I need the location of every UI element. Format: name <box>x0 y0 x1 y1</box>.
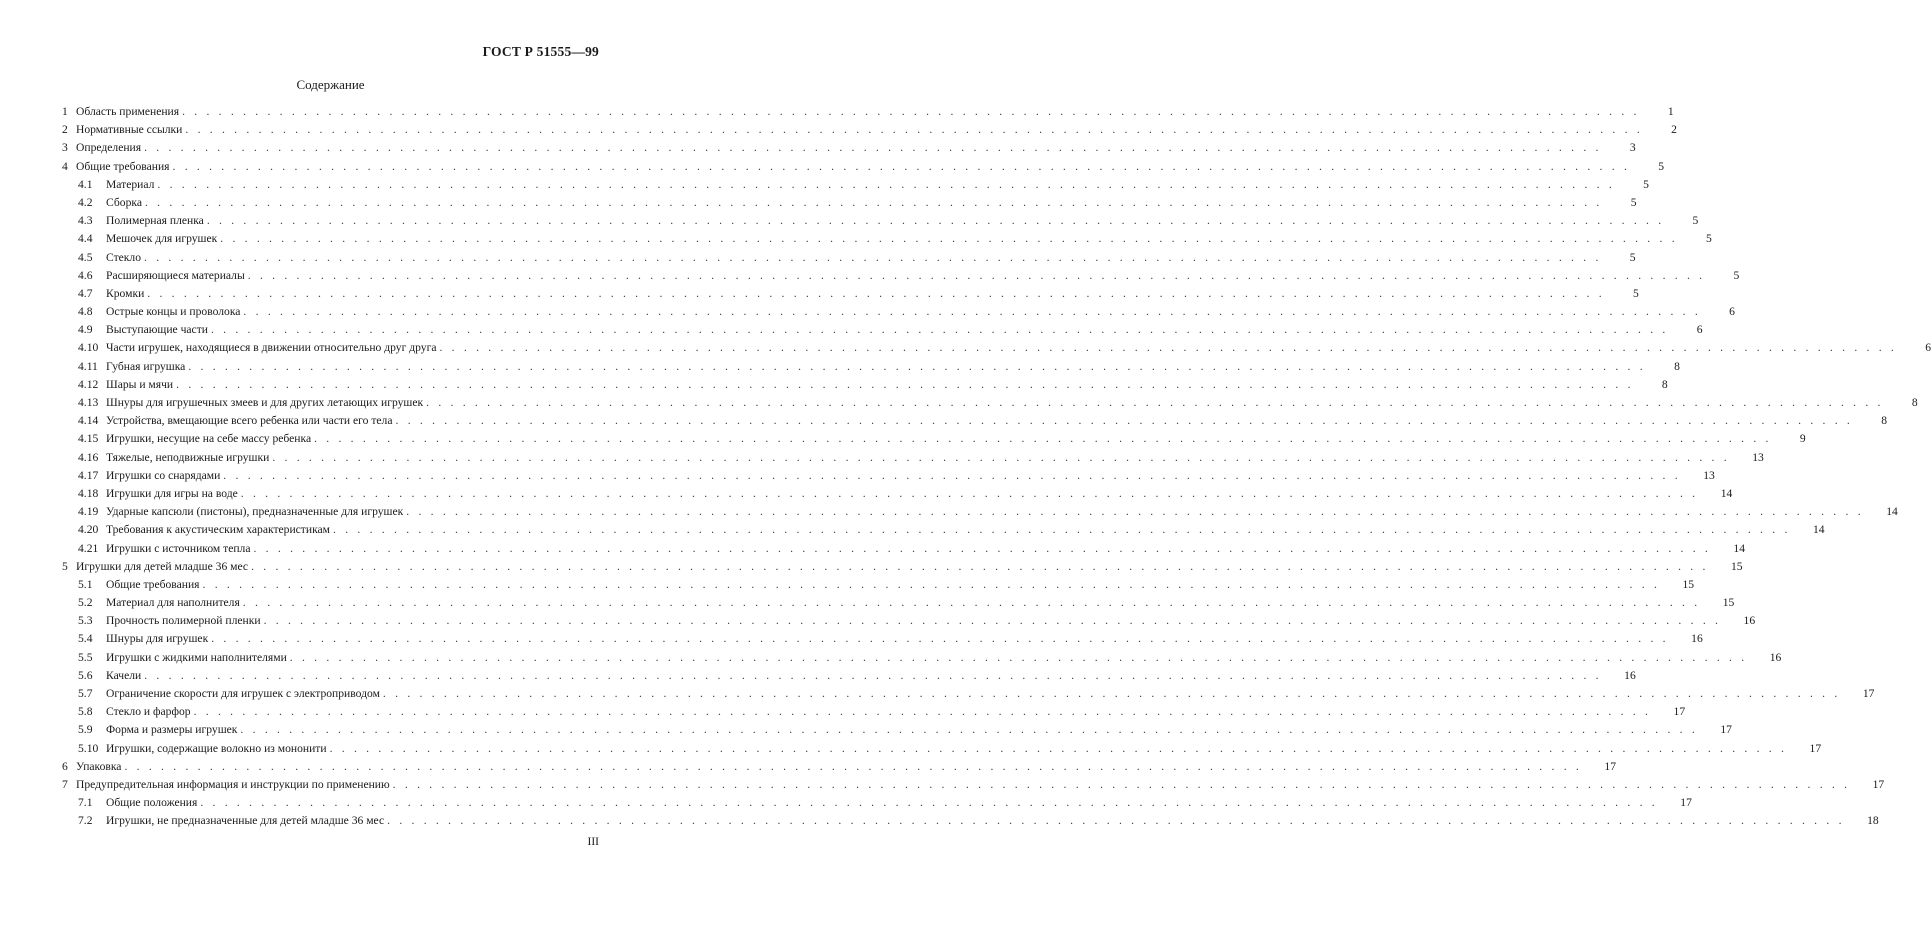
toc-entry-title: Требования к акустическим характеристикам <box>106 523 331 537</box>
toc-entry-number: 5.7 <box>78 687 93 700</box>
toc-entry-number: 4.16 <box>78 450 99 464</box>
toc-entry-title: Определения <box>76 141 142 155</box>
toc-leader-dots: . . . . . . . . . . . . . . . . . . . . . . . . . . . . . . . . . . . . . . . . . . . . . . . . . . . . . . . . . . . . . . . . . . . . . . . . . . . . . . . . . . . . . . . . . . . . . . . . . . . . . . . . . . . . . . . . . . . . . . . . <box>240 486 1699 500</box>
toc-entry-page: 16 <box>1624 668 1636 682</box>
toc-leader-dots: . . . . . . . . . . . . . . . . . . . . . . . . . . . . . . . . . . . . . . . . . . . . . . . . . . . . . . . . . . . . . . . . . . . . . . . . . . . . . . . . . . . . . . . . . . . . . . . . . . . . . . . . . . . . . . . . . . . . . . . . <box>289 650 1748 664</box>
toc-entry-title: Материал <box>106 177 155 191</box>
toc-leader-dots: . . . . . . . . . . . . . . . . . . . . . . . . . . . . . . . . . . . . . . . . . . . . . . . . . . . . . . . . . . . . . . . . . . . . . . . . . . . . . . . . . . . . . . . . . . . . . . . . . . . . . . . . . . . . . . . . . . . . . . . . <box>251 559 1709 573</box>
toc-entry-number: 6 <box>62 759 68 773</box>
toc-leader-dots: . . . . . . . . . . . . . . . . . . . . . . . . . . . . . . . . . . . . . . . . . . . . . . . . . . . . . . . . . . . . . . . . . . . . . . . . . . . . . . . . . . . . . . . . . . . . . . . . . . . . . . . . . . . . . . . . . . . . . . . . <box>200 796 1658 810</box>
toc-entry <box>62 740 1822 758</box>
toc-leader-dots: . . . . . . . . . . . . . . . . . . . . . . . . . . . . . . . . . . . . . . . . . . . . . . . . . . . . . . . . . . . . . . . . . . . . . . . . . . . . . . . . . . . . . . . . . . . . . . . . . . . . . . . . . . . . . . . . . . . . . . . . <box>439 341 1898 355</box>
toc-leader-dots: . . . . . . . . . . . . . . . . . . . . . . . . . . . . . . . . . . . . . . . . . . . . . . . . . . . . . . . . . . . . . . . . . . . . . . . . . . . . . . . . . . . . . . . . . . . . . . . . . . . . . . . . . . . . . . . . . . . . . . . . <box>176 377 1634 391</box>
toc-entry <box>62 394 1918 412</box>
toc-entry-title: Полимерная пленка <box>106 214 204 228</box>
toc-entry <box>62 321 1703 339</box>
toc-entry <box>62 721 1732 739</box>
toc-entry-page: 5 <box>1692 214 1699 228</box>
toc-entry-page: 15 <box>1722 596 1735 610</box>
toc-entry-number: 5.8 <box>78 705 93 719</box>
toc-entry-title: Игрушки, несущие на себе массу ребенка <box>106 432 312 446</box>
toc-leader-dots: . . . . . . . . . . . . . . . . . . . . . . . . . . . . . . . . . . . . . . . . . . . . . . . . . . . . . . . . . . . . . . . . . . . . . . . . . . . . . . . . . . . . . . . . . . . . . . . . . . . . . . . . . . . . . . . . . . . . . . . . <box>272 450 1730 464</box>
toc-leader-dots: . . . . . . . . . . . . . . . . . . . . . . . . . . . . . . . . . . . . . . . . . . . . . . . . . . . . . . . . . . . . . . . . . . . . . . . . . . . . . . . . . . . . . . . . . . . . . . . . . . . . . . . . . . . . . . . . . . . . . . . . <box>220 232 1678 246</box>
toc-leader-dots: . . . . . . . . . . . . . . . . . . . . . . . . . . . . . . . . . . . . . . . . . . . . . . . . . . . . . . . . . . . . . . . . . . . . . . . . . . . . . . . . . . . . . . . . . . . . . . . . . . . . . . . . . . . . . . . . . . . . . . . . <box>392 777 1851 791</box>
toc-leader-dots: . . . . . . . . . . . . . . . . . . . . . . . . . . . . . . . . . . . . . . . . . . . . . . . . . . . . . . . . . . . . . . . . . . . . . . . . . . . . . . . . . . . . . . . . . . . . . . . . . . . . . . . . . . . . . . . . . . . . . . . . <box>144 141 1602 155</box>
toc-entry <box>62 430 1806 448</box>
table-of-contents <box>62 103 1931 831</box>
toc-leader-dots: . . . . . . . . . . . . . . . . . . . . . . . . . . . . . . . . . . . . . . . . . . . . . . . . . . . . . . . . . . . . . . . . . . . . . . . . . . . . . . . . . . . . . . . . . . . . . . . . . . . . . . . . . . . . . . . . . . . . . . . . <box>211 632 1669 646</box>
toc-entry-page: 6 <box>1729 305 1735 319</box>
toc-leader-dots: . . . . . . . . . . . . . . . . . . . . . . . . . . . . . . . . . . . . . . . . . . . . . . . . . . . . . . . . . . . . . . . . . . . . . . . . . . . . . . . . . . . . . . . . . . . . . . . . . . . . . . . . . . . . . . . . . . . . . . . . <box>185 123 1643 137</box>
toc-entry <box>62 285 1639 303</box>
toc-entry-number: 4.5 <box>78 250 93 264</box>
toc-entry-number: 5.6 <box>78 668 93 682</box>
toc-entry <box>62 358 1680 376</box>
toc-entry-number: 5.5 <box>78 650 93 664</box>
toc-entry-number: 1 <box>62 105 68 118</box>
page-title: Содержание <box>296 77 365 92</box>
toc-entry-number: 5 <box>62 559 68 573</box>
toc-entry-page: 17 <box>1809 741 1822 755</box>
toc-entry <box>62 758 1616 776</box>
toc-leader-dots: . . . . . . . . . . . . . . . . . . . . . . . . . . . . . . . . . . . . . . . . . . . . . . . . . . . . . . . . . . . . . . . . . . . . . . . . . . . . . . . . . . . . . . . . . . . . . . . . . . . . . . . . . . . . . . . . . . . . . . . . <box>206 214 1665 228</box>
toc-entry <box>62 776 1885 794</box>
toc-leader-dots: . . . . . . . . . . . . . . . . . . . . . . . . . . . . . . . . . . . . . . . . . . . . . . . . . . . . . . . . . . . . . . . . . . . . . . . . . . . . . . . . . . . . . . . . . . . . . . . . . . . . . . . . . . . . . . . . . . . . . . . . <box>314 432 1772 446</box>
toc-entry-number: 4.19 <box>78 505 99 519</box>
toc-entry <box>62 485 1733 503</box>
toc-entry-number: 4.12 <box>78 377 99 391</box>
toc-entry-page: 5 <box>1629 250 1636 264</box>
toc-entry-page: 6 <box>1696 323 1703 337</box>
toc-entry <box>62 667 1636 685</box>
toc-entry-number: 4.8 <box>78 305 93 319</box>
toc-entry-title: Части игрушек, находящиеся в движении относительно друг друга <box>106 341 437 355</box>
toc-entry <box>62 794 1692 812</box>
toc-leader-dots: . . . . . . . . . . . . . . . . . . . . . . . . . . . . . . . . . . . . . . . . . . . . . . . . . . . . . . . . . . . . . . . . . . . . . . . . . . . . . . . . . . . . . . . . . . . . . . . . . . . . . . . . . . . . . . . . . . . . . . . . <box>202 577 1661 591</box>
toc-entry-page: 14 <box>1886 505 1898 519</box>
toc-entry <box>62 649 1782 667</box>
toc-entry-title: Ударные капсюли (пистоны), предназначенные для игрушек <box>106 505 404 519</box>
toc-entry <box>62 594 1735 612</box>
toc-entry-title: Шнуры для игрушечных змеев и для других летающих игрушек <box>106 396 424 409</box>
toc-leader-dots: . . . . . . . . . . . . . . . . . . . . . . . . . . . . . . . . . . . . . . . . . . . . . . . . . . . . . . . . . . . . . . . . . . . . . . . . . . . . . . . . . . . . . . . . . . . . . . . . . . . . . . . . . . . . . . . . . . . . . . . . <box>144 250 1602 264</box>
toc-entry <box>62 212 1699 230</box>
toc-entry-title: Игрушки, не предназначенные для детей младше 36 мес <box>106 814 385 828</box>
toc-entry-page: 17 <box>1872 777 1885 791</box>
toc-entry-title: Игрушки, содержащие волокно из мононити <box>106 741 327 755</box>
toc-entry-title: Качели <box>106 668 142 682</box>
toc-entry-page: 8 <box>1911 396 1918 409</box>
toc-entry-number: 7.2 <box>78 814 93 828</box>
toc-entry-title: Устройства, вмещающие всего ребенка или части его тела <box>106 414 393 428</box>
toc-entry-title: Шнуры для игрушек <box>106 632 209 646</box>
toc-entry-number: 4.10 <box>78 341 99 355</box>
toc-entry-title: Стекло и фарфор <box>106 705 191 719</box>
toc-entry-number: 4.2 <box>78 195 93 209</box>
toc-entry-page: 6 <box>1925 341 1931 355</box>
toc-entry <box>62 176 1649 194</box>
toc-entry-title: Сборка <box>106 195 142 209</box>
toc-entry-number: 2 <box>62 123 68 137</box>
toc-entry <box>62 249 1636 267</box>
toc-entry <box>62 685 1875 703</box>
toc-leader-dots: . . . . . . . . . . . . . . . . . . . . . . . . . . . . . . . . . . . . . . . . . . . . . . . . . . . . . . . . . . . . . . . . . . . . . . . . . . . . . . . . . . . . . . . . . . . . . . . . . . . . . . . . . . . . . . . . . . . . . . . . <box>182 105 1640 118</box>
toc-entry-number: 5.2 <box>78 596 93 610</box>
toc-entry-number: 5.4 <box>78 632 93 646</box>
toc-entry-title: Форма и размеры игрушек <box>106 723 238 737</box>
toc-entry <box>62 467 1715 485</box>
toc-entry-page: 17 <box>1680 796 1692 810</box>
toc-entry-number: 3 <box>62 141 68 155</box>
toc-entry-page: 2 <box>1671 123 1677 137</box>
toc-entry-title: Область применения <box>76 105 180 118</box>
toc-entry-number: 5.3 <box>78 614 93 628</box>
toc-entry-number: 4.18 <box>78 486 99 500</box>
toc-entry-page: 15 <box>1682 577 1695 591</box>
toc-leader-dots: . . . . . . . . . . . . . . . . . . . . . . . . . . . . . . . . . . . . . . . . . . . . . . . . . . . . . . . . . . . . . . . . . . . . . . . . . . . . . . . . . . . . . . . . . . . . . . . . . . . . . . . . . . . . . . . . . . . . . . . . <box>223 468 1681 482</box>
toc-entry-title: Игрушки для детей младше 36 мес <box>76 559 249 573</box>
toc-entry-page: 5 <box>1706 232 1712 246</box>
toc-entry-page: 13 <box>1752 450 1764 464</box>
toc-entry <box>62 558 1743 576</box>
toc-entry <box>62 612 1756 630</box>
toc-leader-dots: . . . . . . . . . . . . . . . . . . . . . . . . . . . . . . . . . . . . . . . . . . . . . . . . . . . . . . . . . . . . . . . . . . . . . . . . . . . . . . . . . . . . . . . . . . . . . . . . . . . . . . . . . . . . . . . . . . . . . . . . <box>210 323 1669 337</box>
toc-entry-title: Острые концы и проволока <box>106 305 241 319</box>
toc-entry-page: 14 <box>1812 523 1825 537</box>
toc-entry-number: 4.13 <box>78 396 99 409</box>
toc-entry <box>62 121 1677 139</box>
toc-entry-title: Губная игрушка <box>106 359 186 373</box>
toc-entry-title: Стекло <box>106 250 142 264</box>
toc-entry <box>62 339 1931 357</box>
toc-leader-dots: . . . . . . . . . . . . . . . . . . . . . . . . . . . . . . . . . . . . . . . . . . . . . . . . . . . . . . . . . . . . . . . . . . . . . . . . . . . . . . . . . . . . . . . . . . . . . . . . . . . . . . . . . . . . . . . . . . . . . . . . <box>144 195 1603 209</box>
toc-entry-title: Мешочек для игрушек <box>106 232 218 246</box>
toc-entry-page: 8 <box>1881 414 1888 428</box>
toc-entry <box>62 540 1746 558</box>
toc-entry-title: Игрушки для игры на воде <box>106 486 238 500</box>
toc-leader-dots: . . . . . . . . . . . . . . . . . . . . . . . . . . . . . . . . . . . . . . . . . . . . . . . . . . . . . . . . . . . . . . . . . . . . . . . . . . . . . . . . . . . . . . . . . . . . . . . . . . . . . . . . . . . . . . . . . . . . . . . . <box>263 614 1722 628</box>
toc-entry-number: 4 <box>62 159 68 173</box>
toc-entry-number: 4.15 <box>78 432 99 446</box>
toc-leader-dots: . . . . . . . . . . . . . . . . . . . . . . . . . . . . . . . . . . . . . . . . . . . . . . . . . . . . . . . . . . . . . . . . . . . . . . . . . . . . . . . . . . . . . . . . . . . . . . . . . . . . . . . . . . . . . . . . . . . . . . . . <box>333 523 1791 537</box>
toc-entry-number: 7.1 <box>78 796 93 810</box>
toc-entry <box>62 267 1740 285</box>
toc-entry <box>62 812 1879 830</box>
toc-entry <box>62 703 1686 721</box>
page-number: III <box>587 836 599 848</box>
toc-entry-page: 17 <box>1862 687 1875 700</box>
toc-entry-title: Игрушки с жидкими наполнителями <box>106 650 287 664</box>
toc-entry-number: 4.20 <box>78 523 99 537</box>
toc-entry <box>62 412 1888 430</box>
toc-entry-title: Предупредительная информация и инструкции по применению <box>76 777 390 791</box>
toc-entry-page: 5 <box>1643 177 1649 191</box>
toc-entry-number: 5.9 <box>78 723 93 737</box>
toc-entry-title: Общие требования <box>106 577 200 591</box>
toc-entry-page: 16 <box>1769 650 1782 664</box>
toc-entry-title: Расширяющиеся материалы <box>106 268 245 282</box>
toc-entry-page: 17 <box>1604 759 1616 773</box>
toc-entry-number: 4.4 <box>78 232 93 246</box>
toc-entry-title: Общие положения <box>106 796 198 810</box>
toc-entry <box>62 521 1825 539</box>
toc-entry-page: 5 <box>1658 159 1665 173</box>
toc-entry-page: 9 <box>1799 432 1806 446</box>
toc-entry-page: 8 <box>1661 377 1668 391</box>
toc-leader-dots: . . . . . . . . . . . . . . . . . . . . . . . . . . . . . . . . . . . . . . . . . . . . . . . . . . . . . . . . . . . . . . . . . . . . . . . . . . . . . . . . . . . . . . . . . . . . . . . . . . . . . . . . . . . . . . . . . . . . . . . . <box>242 596 1701 610</box>
toc-entry <box>62 194 1637 212</box>
toc-entry <box>62 103 1674 121</box>
toc-leader-dots: . . . . . . . . . . . . . . . . . . . . . . . . . . . . . . . . . . . . . . . . . . . . . . . . . . . . . . . . . . . . . . . . . . . . . . . . . . . . . . . . . . . . . . . . . . . . . . . . . . . . . . . . . . . . . . . . . . . . . . . . <box>193 705 1652 719</box>
toc-entry <box>62 139 1636 157</box>
toc-entry-title: Материал для наполнителя <box>106 596 240 610</box>
toc-leader-dots: . . . . . . . . . . . . . . . . . . . . . . . . . . . . . . . . . . . . . . . . . . . . . . . . . . . . . . . . . . . . . . . . . . . . . . . . . . . . . . . . . . . . . . . . . . . . . . . . . . . . . . . . . . . . . . . . . . . . . . . . <box>247 268 1706 282</box>
toc-entry-number: 7 <box>62 777 68 791</box>
toc-entry-number: 4.21 <box>78 541 99 555</box>
toc-entry <box>62 576 1695 594</box>
toc-entry <box>62 303 1735 321</box>
toc-entry-number: 4.17 <box>78 468 99 482</box>
toc-entry-page: 18 <box>1867 814 1879 828</box>
toc-entry-page: 14 <box>1733 541 1746 555</box>
toc-entry-page: 8 <box>1674 359 1680 373</box>
toc-entry-number: 4.6 <box>78 268 93 282</box>
toc-entry-page: 3 <box>1629 141 1636 155</box>
toc-entry-page: 1 <box>1667 105 1674 118</box>
toc-entry-title: Упаковка <box>76 759 122 773</box>
toc-entry-page: 16 <box>1743 614 1756 628</box>
toc-leader-dots: . . . . . . . . . . . . . . . . . . . . . . . . . . . . . . . . . . . . . . . . . . . . . . . . . . . . . . . . . . . . . . . . . . . . . . . . . . . . . . . . . . . . . . . . . . . . . . . . . . . . . . . . . . . . . . . . . . . . . . . . <box>240 723 1698 737</box>
toc-entry <box>62 158 1665 176</box>
toc-entry <box>62 230 1712 248</box>
toc-entry-page: 13 <box>1703 468 1715 482</box>
toc-entry-number: 4.9 <box>78 323 93 337</box>
toc-leader-dots: . . . . . . . . . . . . . . . . . . . . . . . . . . . . . . . . . . . . . . . . . . . . . . . . . . . . . . . . . . . . . . . . . . . . . . . . . . . . . . . . . . . . . . . . . . . . . . . . . . . . . . . . . . . . . . . . . . . . . . . . <box>243 305 1701 319</box>
toc-entry-page: 14 <box>1720 486 1733 500</box>
toc-leader-dots: . . . . . . . . . . . . . . . . . . . . . . . . . . . . . . . . . . . . . . . . . . . . . . . . . . . . . . . . . . . . . . . . . . . . . . . . . . . . . . . . . . . . . . . . . . . . . . . . . . . . . . . . . . . . . . . . . . . . . . . . <box>395 414 1854 428</box>
toc-entry-page: 17 <box>1720 723 1732 737</box>
toc-entry-page: 16 <box>1691 632 1703 646</box>
toc-entry-page: 5 <box>1630 195 1637 209</box>
toc-entry-title: Прочность полимерной пленки <box>106 614 261 628</box>
toc-entry-title: Игрушки с источником тепла <box>106 541 251 555</box>
toc-entry-number: 4.3 <box>78 214 93 228</box>
toc-leader-dots: . . . . . . . . . . . . . . . . . . . . . . . . . . . . . . . . . . . . . . . . . . . . . . . . . . . . . . . . . . . . . . . . . . . . . . . . . . . . . . . . . . . . . . . . . . . . . . . . . . . . . . . . . . . . . . . . . . . . . . . . <box>157 177 1615 191</box>
document-code: ГОСТ Р 51555—99 <box>482 44 599 59</box>
toc-entry-number: 4.11 <box>78 359 98 373</box>
toc-entry-title: Кромки <box>106 286 145 300</box>
toc-entry-page: 5 <box>1633 286 1639 300</box>
toc-entry-number: 4.7 <box>78 286 93 300</box>
toc-leader-dots: . . . . . . . . . . . . . . . . . . . . . . . . . . . . . . . . . . . . . . . . . . . . . . . . . . . . . . . . . . . . . . . . . . . . . . . . . . . . . . . . . . . . . . . . . . . . . . . . . . . . . . . . . . . . . . . . . . . . . . . . <box>426 396 1884 409</box>
toc-entry-page: 17 <box>1673 705 1686 719</box>
toc-entry-title: Общие требования <box>76 159 170 173</box>
toc-entry-number: 4.1 <box>78 177 93 191</box>
toc-entry-title: Игрушки со снарядами <box>106 468 221 482</box>
toc-entry-number: 4.14 <box>78 414 99 428</box>
toc-entry-number: 5.10 <box>78 741 99 755</box>
toc-entry-number: 5.1 <box>78 577 93 591</box>
toc-leader-dots: . . . . . . . . . . . . . . . . . . . . . . . . . . . . . . . . . . . . . . . . . . . . . . . . . . . . . . . . . . . . . . . . . . . . . . . . . . . . . . . . . . . . . . . . . . . . . . . . . . . . . . . . . . . . . . . . . . . . . . . . <box>172 159 1631 173</box>
toc-entry-title: Ограничение скорости для игрушек с электроприводом <box>106 687 380 700</box>
toc-leader-dots: . . . . . . . . . . . . . . . . . . . . . . . . . . . . . . . . . . . . . . . . . . . . . . . . . . . . . . . . . . . . . . . . . . . . . . . . . . . . . . . . . . . . . . . . . . . . . . . . . . . . . . . . . . . . . . . . . . . . . . . . <box>387 814 1845 828</box>
toc-entry-title: Нормативные ссылки <box>76 123 183 137</box>
toc-leader-dots: . . . . . . . . . . . . . . . . . . . . . . . . . . . . . . . . . . . . . . . . . . . . . . . . . . . . . . . . . . . . . . . . . . . . . . . . . . . . . . . . . . . . . . . . . . . . . . . . . . . . . . . . . . . . . . . . . . . . . . . . <box>406 505 1864 519</box>
toc-leader-dots: . . . . . . . . . . . . . . . . . . . . . . . . . . . . . . . . . . . . . . . . . . . . . . . . . . . . . . . . . . . . . . . . . . . . . . . . . . . . . . . . . . . . . . . . . . . . . . . . . . . . . . . . . . . . . . . . . . . . . . . . <box>188 359 1646 373</box>
toc-entry <box>62 630 1703 648</box>
toc-leader-dots: . . . . . . . . . . . . . . . . . . . . . . . . . . . . . . . . . . . . . . . . . . . . . . . . . . . . . . . . . . . . . . . . . . . . . . . . . . . . . . . . . . . . . . . . . . . . . . . . . . . . . . . . . . . . . . . . . . . . . . . . <box>253 541 1712 555</box>
toc-entry <box>62 503 1898 521</box>
toc-leader-dots: . . . . . . . . . . . . . . . . . . . . . . . . . . . . . . . . . . . . . . . . . . . . . . . . . . . . . . . . . . . . . . . . . . . . . . . . . . . . . . . . . . . . . . . . . . . . . . . . . . . . . . . . . . . . . . . . . . . . . . . . <box>382 687 1841 700</box>
toc-entry-title: Шары и мячи <box>106 377 174 391</box>
toc-leader-dots: . . . . . . . . . . . . . . . . . . . . . . . . . . . . . . . . . . . . . . . . . . . . . . . . . . . . . . . . . . . . . . . . . . . . . . . . . . . . . . . . . . . . . . . . . . . . . . . . . . . . . . . . . . . . . . . . . . . . . . . . <box>144 668 1602 682</box>
toc-entry-page: 5 <box>1733 268 1740 282</box>
toc-entry <box>62 376 1668 394</box>
toc-entry-title: Выступающие части <box>106 323 208 337</box>
toc-entry-title: Тяжелые, неподвижные игрушки <box>106 450 270 464</box>
toc-entry-page: 15 <box>1731 559 1743 573</box>
toc-leader-dots: . . . . . . . . . . . . . . . . . . . . . . . . . . . . . . . . . . . . . . . . . . . . . . . . . . . . . . . . . . . . . . . . . . . . . . . . . . . . . . . . . . . . . . . . . . . . . . . . . . . . . . . . . . . . . . . . . . . . . . . . <box>147 286 1605 300</box>
toc-leader-dots: . . . . . . . . . . . . . . . . . . . . . . . . . . . . . . . . . . . . . . . . . . . . . . . . . . . . . . . . . . . . . . . . . . . . . . . . . . . . . . . . . . . . . . . . . . . . . . . . . . . . . . . . . . . . . . . . . . . . . . . . <box>329 741 1788 755</box>
toc-leader-dots: . . . . . . . . . . . . . . . . . . . . . . . . . . . . . . . . . . . . . . . . . . . . . . . . . . . . . . . . . . . . . . . . . . . . . . . . . . . . . . . . . . . . . . . . . . . . . . . . . . . . . . . . . . . . . . . . . . . . . . . . <box>124 759 1582 773</box>
toc-entry <box>62 449 1764 467</box>
